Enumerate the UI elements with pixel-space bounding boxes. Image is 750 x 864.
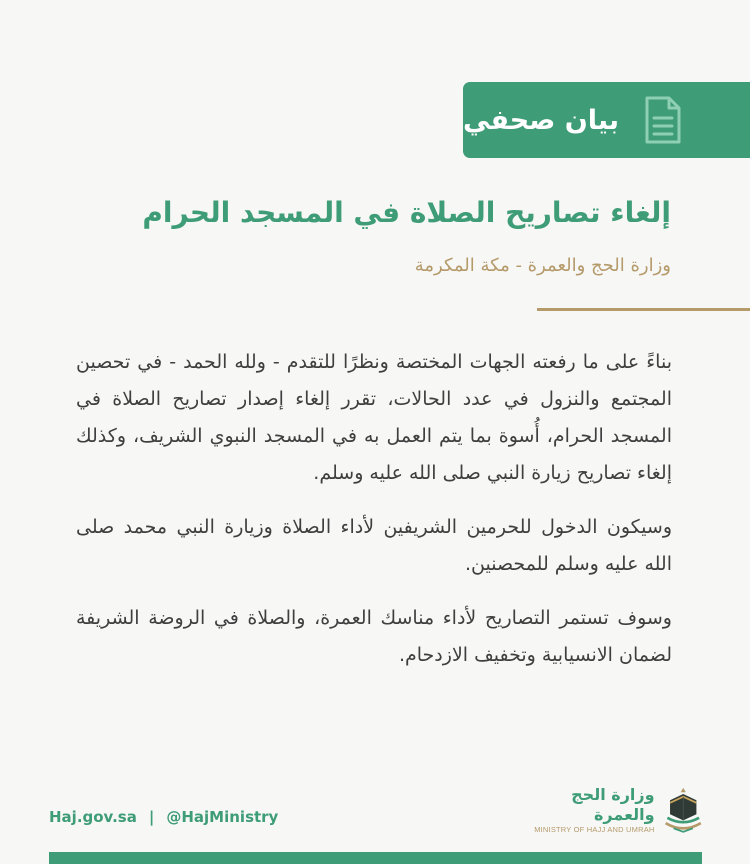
footer-links bbox=[49, 806, 278, 828]
document-icon bbox=[641, 94, 685, 146]
statement-body bbox=[76, 344, 672, 691]
website-link[interactable]: Haj.gov.sa bbox=[49, 808, 137, 826]
page-subtitle: وزارة الحج والعمرة - مكة المكرمة bbox=[414, 255, 671, 276]
page-title: إلغاء تصاريح الصلاة في المسجد الحرام bbox=[142, 196, 671, 229]
ministry-logo bbox=[523, 780, 703, 838]
banner-label: بيان صحفي bbox=[463, 104, 620, 136]
kaaba-emblem-icon bbox=[663, 781, 703, 837]
social-handle-link[interactable]: @HajMinistry bbox=[166, 808, 279, 826]
logo-english-name: MINISTRY OF HAJJ AND UMRAH bbox=[534, 824, 655, 834]
paragraph-1: بناءً على ما رفعته الجهات المختصة ونظرًا للتقدم - ولله الحمد - في تحصين المجتمع والنزول في عدد الحالات، تقرر إلغاء إصدار تصاريح الصلاة في المسجد الحرام، أُسوة بما يتم العمل به في المسجد النبوي الشريف، وكذلك إلغاء تصاريح زيارة النبي صلى الله عليه وسلم. bbox=[76, 351, 672, 484]
footer-separator: | bbox=[148, 808, 155, 826]
paragraph-3: وسوف تستمر التصاريح لأداء مناسك العمرة، والصلاة في الروضة الشريفة لضمان الانسيابية وتخفيف الازدحام. bbox=[76, 607, 672, 666]
logo-arabic-name: وزارة الحج والعمرة bbox=[571, 784, 655, 824]
logo-text bbox=[523, 785, 655, 834]
press-release-banner bbox=[463, 82, 750, 158]
bottom-bar bbox=[49, 852, 702, 864]
paragraph-2: وسيكون الدخول للحرمين الشريفين لأداء الصلاة وزيارة النبي محمد صلى الله عليه وسلم للمحصنين. bbox=[76, 516, 672, 575]
gold-divider bbox=[537, 308, 750, 311]
